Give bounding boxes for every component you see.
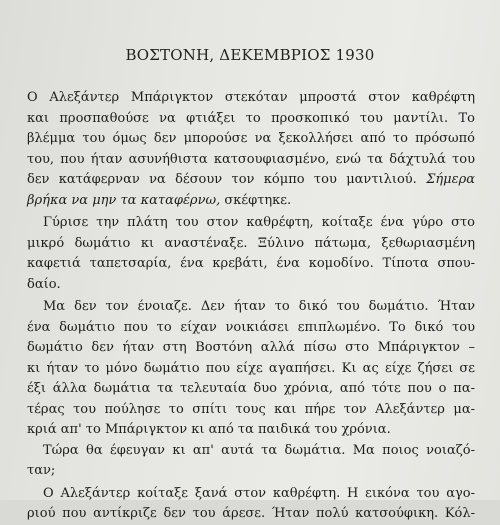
chapter-heading: ΒΟΣΤΟΝΗ, ΔΕΚΕΜΒΡΙΟΣ 1930 — [125, 46, 375, 64]
text-line: Τώρα θα έφευγαν κι απ' αυτά τα δωμάτια. Μα ποιος νοιαζό- — [43, 442, 475, 458]
paragraph-2 — [27, 213, 475, 295]
paragraph-4 — [27, 441, 475, 482]
italic-text: Σήμερα — [426, 172, 476, 187]
paragraph-5 — [27, 484, 475, 525]
text-line: ριού που αντίκριζε δεν του άρεσε. Ήταν πολύ κατσούφικη. Κόλ- — [27, 506, 475, 521]
text-line: και προσπαθούσε να φτιάξει το προσκοπικό του μαντίλι. Το — [27, 110, 475, 126]
text-line: Μα δεν τον ένοιαζε. Δεν ήταν το δικό του δωμάτιο. Ήταν — [43, 299, 475, 314]
paragraph-1 — [27, 88, 475, 211]
text-line: έξι άλλα δωμάτια τα τελευταία δυο χρόνια, από τότε που ο πα- — [27, 381, 475, 396]
text-line — [27, 170, 475, 191]
text-line: καφετιά ταπετσαρία, ένα κρεβάτι, ένα κομοδίνο. Τίποτα σπου- — [27, 256, 475, 271]
text-segment: σκέφτηκε. — [220, 192, 292, 208]
italic-text: βρήκα να μην τα καταφέρνω, — [27, 192, 221, 208]
paragraph-3 — [27, 297, 475, 441]
text-line: Γύρισε την πλάτη του στον καθρέφτη, κοίταξε ένα γύρο στο — [43, 215, 475, 230]
text-line: κι ήταν το μόνο δωμάτιο που είχε αγαπήσει. Κι ας είχε ζήσει σε — [27, 360, 475, 376]
text-line: δαίο. — [27, 276, 61, 292]
text-line: του, που ήταν ασυνήθιστα κατσουφιασμένο, ενώ τα δάχτυλά του — [27, 151, 475, 167]
text-line: Ο Αλεξάντερ κοίταξε ξανά στον καθρέφτη. Η εικόνα του αγο- — [43, 485, 475, 501]
text-line: δωμάτιο δεν ήταν στη Βοστόνη αλλά πίσω στο Μπάριγκτον – — [27, 340, 475, 355]
text-segment: δεν κατάφερναν να δέσουν τον κόμπο του μαντιλιού. — [27, 172, 417, 187]
text-line — [27, 191, 475, 212]
text-line: βλέμμα του όμως δεν μπορούσε να ξεκολλήσει από το πρόσωπό — [27, 131, 475, 146]
text-line: τέρας του πούλησε το σπίτι τους και πήρε τον Αλεξάντερ μα- — [27, 401, 475, 417]
text-line: μικρό δωμάτιο κι αναστέναξε. Ξύλινο πάτωμα, ξεθωριασμένη — [27, 235, 475, 251]
text-line: ταν; — [27, 463, 56, 478]
text-line: Ο Αλεξάντερ Μπάριγκτον στεκόταν μπροστά στον καθρέφτη — [27, 90, 475, 105]
page-body — [27, 88, 475, 525]
text-line: κριά απ' το Μπάριγκτον κι από τα παιδικά του χρόνια. — [27, 422, 391, 437]
text-line: ένα δωμάτιο που το είχαν νοικιάσει επιπλωμένο. Το δικό του — [27, 319, 475, 335]
